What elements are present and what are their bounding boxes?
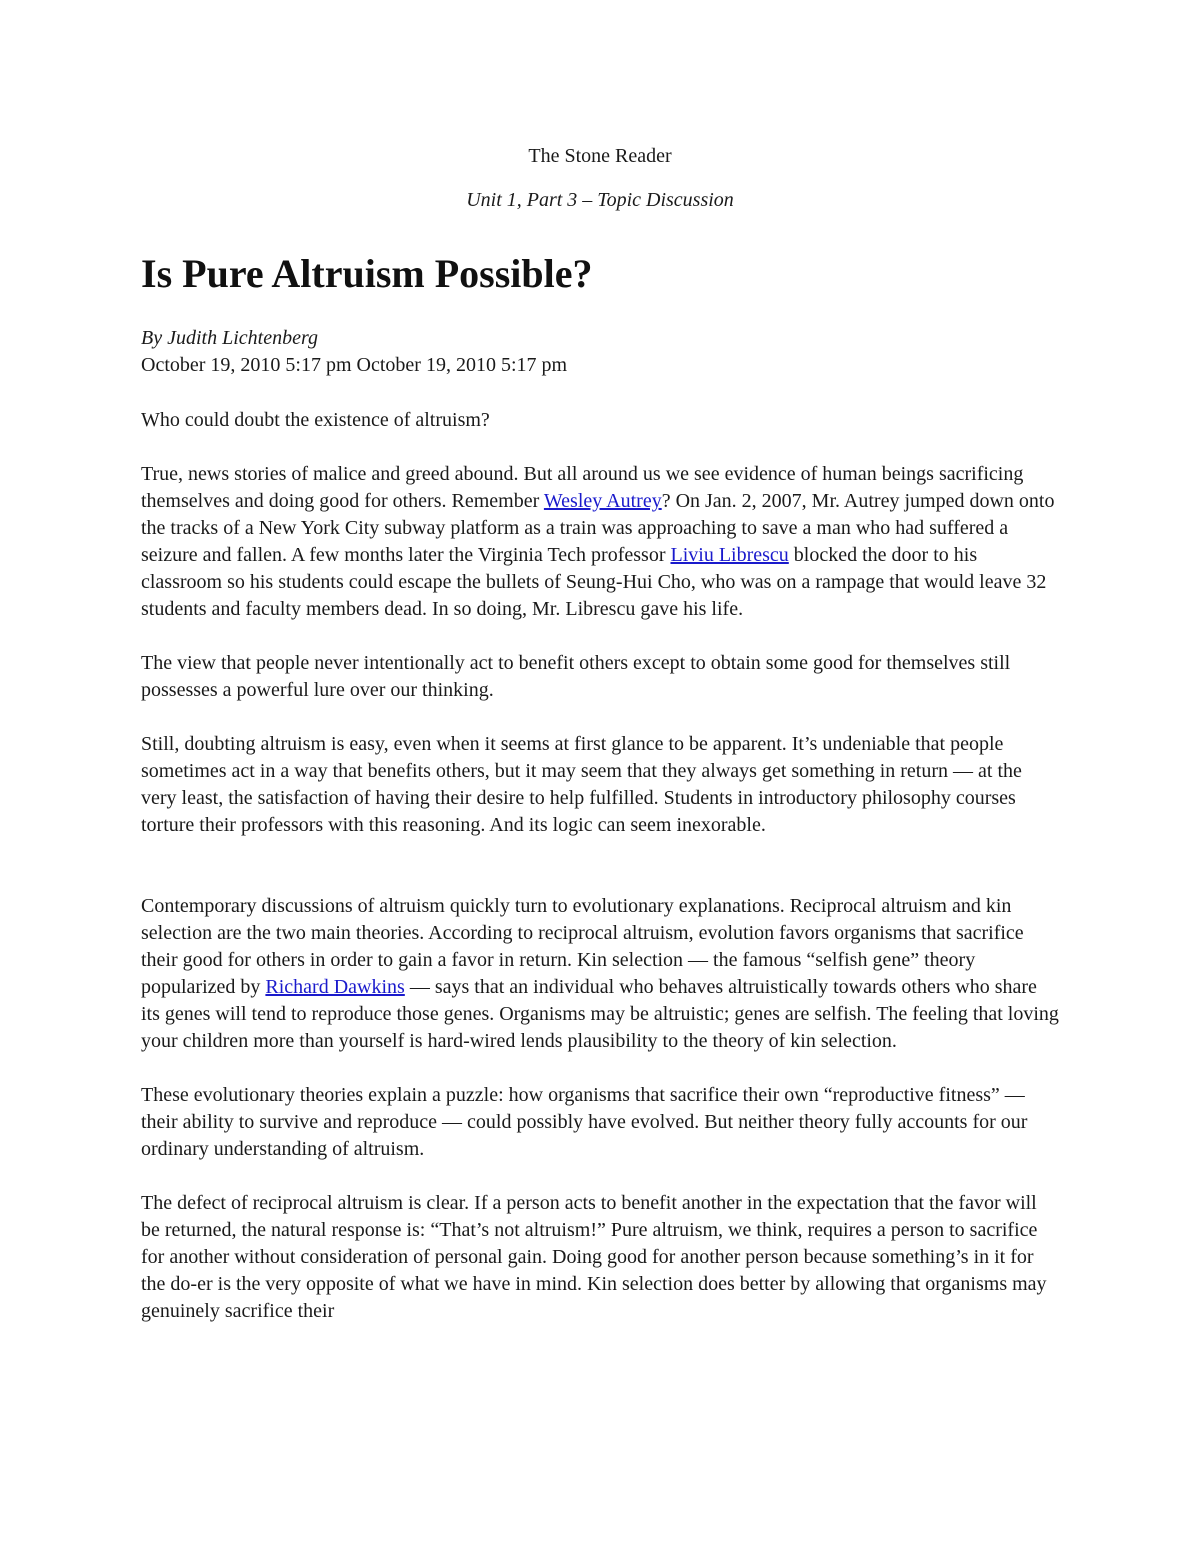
paragraph-2-text-b: ? On Jan. 2, 2007, Mr. Autrey jumped down onto the tracks of a New York City subway platform as a train was approaching to save a man who had suffered a seizure and fallen. A few months later the Virginia Tech professor (141, 490, 1055, 566)
dateline: October 19, 2010 5:17 pm October 19, 2010 5:17 pm (141, 354, 568, 376)
paragraph-5-text-b: — says that an individual who behaves altruistically towards others who share its genes will tend to reproduce those genes. Organisms may be altruistic; genes are selfish. The feeling that loving your children more than yourself is hard-wired lends plausibility to the theory of kin selection. (141, 976, 1059, 1052)
paragraph-6: These evolutionary theories explain a puzzle: how organisms that sacrifice their own “reproductive fitness” — their ability to survive and reproduce — could possibly have evolved. But neither theory fully accounts for our ordinary understanding of altruism. (141, 1084, 1028, 1160)
unit-label: Unit 1, Part 3 – Topic Discussion (466, 189, 734, 211)
article-title: Is Pure Altruism Possible? (141, 251, 593, 296)
paragraph-1: Who could doubt the existence of altruism? (141, 409, 490, 431)
byline: By Judith Lichtenberg (141, 327, 318, 349)
paragraph-5-text-a: Contemporary discussions of altruism quickly turn to evolutionary explanations. Reciprocal altruism and kin selection are the two main theories. According to reciprocal altruism, evolution favors organisms that sacrifice their good for others in order to gain a favor in return. Kin selection — the famous “selfish gene” theory popularized by (141, 895, 1024, 998)
article-body (141, 407, 1059, 1352)
wesley-autrey-link[interactable]: Wesley Autrey (543, 490, 662, 512)
paragraph-7: The defect of reciprocal altruism is clear. If a person acts to benefit another in the expectation that the favor will be returned, the natural response is: “That’s not altruism!” Pure altruism, we think, requires a person to sacrifice for another without consideration of personal gain. Doing good for another person because something’s in it for the do-er is the very opposite of what we have in mind. Kin selection does better by allowing that organisms may genuinely sacrifice their (141, 1192, 1047, 1322)
paragraph-2-text-c: blocked the door to his classroom so his students could escape the bullets of Seung-Hui Cho, who was on a rampage that would leave 32 students and faculty members dead. In so doing, Mr. Librescu gave his life. (141, 544, 1047, 620)
paragraph-4: Still, doubting altruism is easy, even when it seems at first glance to be apparent. It’s undeniable that people sometimes act in a way that benefits others, but it may seem that they always get something in return — at the very least, the satisfaction of having their desire to help fulfilled. Students in introductory philosophy courses torture their professors with this reasoning. And its logic can seem inexorable. (141, 733, 1022, 836)
liviu-librescu-link[interactable]: Liviu Librescu (670, 544, 789, 566)
paragraph-3: The view that people never intentionally act to benefit others except to obtain some good for themselves still possesses a powerful lure over our thinking. (141, 652, 1011, 701)
series-title: The Stone Reader (528, 145, 672, 167)
paragraph-5 (141, 893, 1059, 1055)
richard-dawkins-link[interactable]: Richard Dawkins (265, 976, 405, 998)
paragraph-2 (141, 461, 1059, 623)
paragraph-2-text-a: True, news stories of malice and greed abound. But all around us we see evidence of human beings sacrificing themselves and doing good for others. Remember (141, 463, 1024, 512)
